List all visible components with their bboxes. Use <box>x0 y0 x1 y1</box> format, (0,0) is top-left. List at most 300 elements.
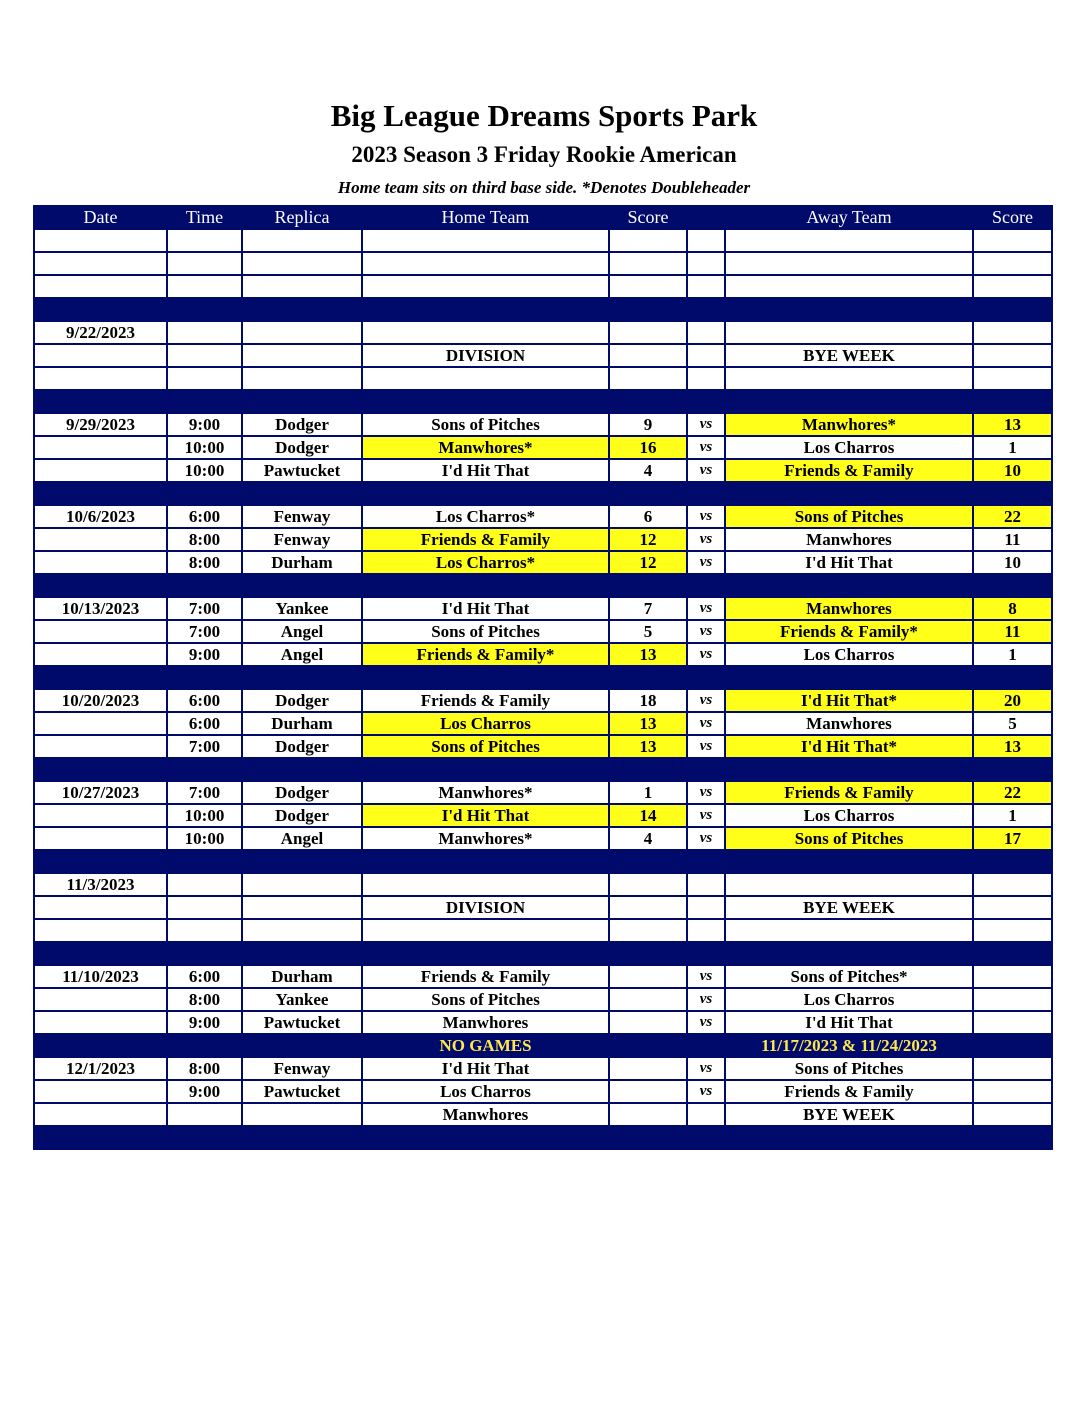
date-cell <box>34 988 167 1011</box>
vs-cell: vs <box>687 505 725 528</box>
home-team-cell: Sons of Pitches <box>362 988 609 1011</box>
time-cell: 7:00 <box>167 735 242 758</box>
time-cell <box>167 666 242 689</box>
table-row <box>34 620 1052 643</box>
vs-cell: vs <box>687 781 725 804</box>
away-team-cell <box>725 574 973 597</box>
vs-cell: vs <box>687 528 725 551</box>
away-team-cell: Manwhores <box>725 528 973 551</box>
date-cell <box>34 1103 167 1126</box>
vs-cell <box>687 850 725 873</box>
away-score-cell: 22 <box>973 781 1052 804</box>
replica-cell: Durham <box>242 551 362 574</box>
time-cell: 10:00 <box>167 804 242 827</box>
replica-cell: Dodger <box>242 804 362 827</box>
away-team-cell: Los Charros <box>725 804 973 827</box>
date-cell: 9/29/2023 <box>34 413 167 436</box>
table-row <box>34 896 1052 919</box>
replica-cell: Fenway <box>242 528 362 551</box>
page-title: Big League Dreams Sports Park <box>330 98 758 133</box>
table-row <box>34 528 1052 551</box>
date-cell: 10/20/2023 <box>34 689 167 712</box>
home-team-cell: I'd Hit That <box>362 597 609 620</box>
home-team-cell <box>362 942 609 965</box>
away-team-cell: Manwhores* <box>725 413 973 436</box>
time-cell <box>167 1103 242 1126</box>
home-team-cell: Los Charros* <box>362 551 609 574</box>
date-cell: 9/22/2023 <box>34 321 167 344</box>
time-cell <box>167 919 242 942</box>
replica-cell <box>242 390 362 413</box>
vs-cell <box>687 919 725 942</box>
replica-cell <box>242 919 362 942</box>
home-score-cell: 4 <box>609 827 687 850</box>
home-score-cell <box>609 666 687 689</box>
home-score-cell: 1 <box>609 781 687 804</box>
vs-cell: vs <box>687 735 725 758</box>
home-team-cell: I'd Hit That <box>362 459 609 482</box>
away-team-cell: Los Charros <box>725 988 973 1011</box>
time-cell: 9:00 <box>167 413 242 436</box>
home-team-cell <box>362 574 609 597</box>
replica-cell: Angel <box>242 643 362 666</box>
replica-cell <box>242 321 362 344</box>
away-score-cell <box>973 850 1052 873</box>
date-cell <box>34 896 167 919</box>
time-cell <box>167 758 242 781</box>
separator-row <box>34 850 1052 873</box>
time-cell <box>167 344 242 367</box>
page-note: Home team sits on third base side. *Denotes Doubleheader <box>337 178 751 197</box>
away-team-cell <box>725 482 973 505</box>
away-score-cell: 22 <box>973 505 1052 528</box>
time-cell: 6:00 <box>167 965 242 988</box>
table-row <box>34 689 1052 712</box>
column-header-away-team: Away Team <box>725 206 973 229</box>
vs-cell: vs <box>687 712 725 735</box>
blank-row <box>34 275 1052 298</box>
blank-row <box>34 229 1052 252</box>
table-row <box>34 735 1052 758</box>
away-score-cell: 1 <box>973 436 1052 459</box>
blank-row <box>34 252 1052 275</box>
date-cell <box>34 712 167 735</box>
table-row <box>34 1057 1052 1080</box>
home-score-cell <box>609 850 687 873</box>
home-score-cell: 13 <box>609 643 687 666</box>
time-cell: 7:00 <box>167 620 242 643</box>
home-score-cell <box>609 1057 687 1080</box>
vs-cell: vs <box>687 1080 725 1103</box>
time-cell <box>167 298 242 321</box>
date-cell: 11/10/2023 <box>34 965 167 988</box>
table-row <box>34 413 1052 436</box>
away-team-cell <box>725 252 973 275</box>
time-cell <box>167 1126 242 1149</box>
vs-cell: vs <box>687 1057 725 1080</box>
date-cell <box>34 482 167 505</box>
away-team-cell: Los Charros <box>725 643 973 666</box>
home-team-cell: Friends & Family <box>362 689 609 712</box>
table-row <box>34 1011 1052 1034</box>
vs-cell: vs <box>687 804 725 827</box>
date-cell <box>34 942 167 965</box>
table-row <box>34 988 1052 1011</box>
vs-cell: vs <box>687 1011 725 1034</box>
column-header-home-score: Score <box>609 206 687 229</box>
replica-cell: Dodger <box>242 781 362 804</box>
home-score-cell: 7 <box>609 597 687 620</box>
separator-row <box>34 1034 1052 1057</box>
away-score-cell <box>973 321 1052 344</box>
table-row <box>34 551 1052 574</box>
away-score-cell: 1 <box>973 643 1052 666</box>
home-score-cell <box>609 1080 687 1103</box>
time-cell <box>167 574 242 597</box>
date-cell <box>34 804 167 827</box>
away-score-cell <box>973 298 1052 321</box>
replica-cell: Durham <box>242 712 362 735</box>
home-score-cell <box>609 390 687 413</box>
time-cell <box>167 367 242 390</box>
schedule-body <box>34 229 1052 1149</box>
date-cell <box>34 1011 167 1034</box>
home-team-cell: Friends & Family <box>362 528 609 551</box>
away-team-cell: 11/17/2023 & 11/24/2023 <box>725 1034 973 1057</box>
time-cell <box>167 229 242 252</box>
home-team-cell: Los Charros <box>362 712 609 735</box>
home-team-cell: Los Charros* <box>362 505 609 528</box>
home-team-cell <box>362 390 609 413</box>
home-score-cell: 12 <box>609 528 687 551</box>
away-score-cell <box>973 252 1052 275</box>
replica-cell <box>242 482 362 505</box>
separator-row <box>34 390 1052 413</box>
date-cell <box>34 1080 167 1103</box>
away-score-cell <box>973 574 1052 597</box>
date-cell: 10/27/2023 <box>34 781 167 804</box>
time-cell: 9:00 <box>167 643 242 666</box>
replica-cell: Yankee <box>242 988 362 1011</box>
replica-cell <box>242 574 362 597</box>
replica-cell <box>242 1034 362 1057</box>
away-score-cell <box>973 1126 1052 1149</box>
away-score-cell <box>973 1011 1052 1034</box>
away-score-cell: 10 <box>973 459 1052 482</box>
home-team-cell: Sons of Pitches <box>362 620 609 643</box>
vs-cell: vs <box>687 597 725 620</box>
vs-cell <box>687 1126 725 1149</box>
time-cell <box>167 896 242 919</box>
away-team-cell <box>725 758 973 781</box>
vs-cell <box>687 896 725 919</box>
home-team-cell: Sons of Pitches <box>362 735 609 758</box>
time-cell <box>167 321 242 344</box>
time-cell: 6:00 <box>167 505 242 528</box>
away-score-cell: 5 <box>973 712 1052 735</box>
home-score-cell: 4 <box>609 459 687 482</box>
vs-cell <box>687 298 725 321</box>
home-score-cell <box>609 344 687 367</box>
date-cell <box>34 919 167 942</box>
away-team-cell <box>725 666 973 689</box>
replica-cell <box>242 666 362 689</box>
date-cell <box>34 252 167 275</box>
away-team-cell <box>725 298 973 321</box>
date-cell <box>34 436 167 459</box>
table-row <box>34 321 1052 344</box>
time-cell: 8:00 <box>167 528 242 551</box>
home-team-cell: Friends & Family* <box>362 643 609 666</box>
home-score-cell <box>609 919 687 942</box>
vs-cell <box>687 367 725 390</box>
time-cell <box>167 482 242 505</box>
replica-cell <box>242 298 362 321</box>
away-score-cell: 13 <box>973 735 1052 758</box>
away-team-cell: I'd Hit That <box>725 551 973 574</box>
away-team-cell: Friends & Family <box>725 781 973 804</box>
date-cell <box>34 574 167 597</box>
time-cell: 7:00 <box>167 781 242 804</box>
table-row <box>34 597 1052 620</box>
home-team-cell: I'd Hit That <box>362 804 609 827</box>
away-score-cell: 1 <box>973 804 1052 827</box>
time-cell: 8:00 <box>167 1057 242 1080</box>
home-team-cell: Manwhores* <box>362 781 609 804</box>
replica-cell <box>242 275 362 298</box>
separator-row <box>34 298 1052 321</box>
away-score-cell: 10 <box>973 551 1052 574</box>
date-cell <box>34 459 167 482</box>
column-header-away-score: Score <box>973 206 1052 229</box>
table-row <box>34 1080 1052 1103</box>
home-score-cell <box>609 275 687 298</box>
home-team-cell <box>362 298 609 321</box>
home-team-cell: Manwhores <box>362 1103 609 1126</box>
home-score-cell <box>609 229 687 252</box>
home-score-cell <box>609 965 687 988</box>
table-row <box>34 804 1052 827</box>
home-team-cell: DIVISION <box>362 344 609 367</box>
vs-cell: vs <box>687 965 725 988</box>
away-score-cell <box>973 1080 1052 1103</box>
replica-cell: Angel <box>242 827 362 850</box>
home-team-cell: I'd Hit That <box>362 1057 609 1080</box>
time-cell <box>167 942 242 965</box>
time-cell: 7:00 <box>167 597 242 620</box>
vs-cell: vs <box>687 827 725 850</box>
vs-cell <box>687 344 725 367</box>
away-team-cell <box>725 850 973 873</box>
replica-cell: Pawtucket <box>242 459 362 482</box>
date-cell <box>34 229 167 252</box>
header-row <box>34 206 1052 229</box>
away-score-cell <box>973 1057 1052 1080</box>
page-subtitle: 2023 Season 3 Friday Rookie American <box>351 142 737 167</box>
table-row <box>34 965 1052 988</box>
home-team-cell <box>362 275 609 298</box>
replica-cell: Angel <box>242 620 362 643</box>
separator-row <box>34 666 1052 689</box>
date-cell: 10/13/2023 <box>34 597 167 620</box>
away-team-cell: Sons of Pitches <box>725 827 973 850</box>
replica-cell <box>242 252 362 275</box>
away-score-cell <box>973 965 1052 988</box>
home-score-cell <box>609 1126 687 1149</box>
separator-row <box>34 574 1052 597</box>
away-team-cell: I'd Hit That* <box>725 689 973 712</box>
time-cell: 9:00 <box>167 1011 242 1034</box>
date-cell <box>34 735 167 758</box>
away-team-cell <box>725 390 973 413</box>
date-cell <box>34 1034 167 1057</box>
date-cell: 12/1/2023 <box>34 1057 167 1080</box>
vs-cell: vs <box>687 459 725 482</box>
away-score-cell <box>973 896 1052 919</box>
away-score-cell: 8 <box>973 597 1052 620</box>
vs-cell: vs <box>687 413 725 436</box>
table-row <box>34 436 1052 459</box>
time-cell <box>167 850 242 873</box>
away-team-cell <box>725 275 973 298</box>
date-cell <box>34 827 167 850</box>
home-score-cell <box>609 873 687 896</box>
vs-cell <box>687 482 725 505</box>
away-score-cell <box>973 390 1052 413</box>
home-team-cell <box>362 367 609 390</box>
away-score-cell <box>973 482 1052 505</box>
away-team-cell: I'd Hit That* <box>725 735 973 758</box>
date-cell <box>34 390 167 413</box>
home-score-cell: 13 <box>609 735 687 758</box>
away-score-cell <box>973 275 1052 298</box>
replica-cell <box>242 896 362 919</box>
time-cell <box>167 873 242 896</box>
date-cell <box>34 758 167 781</box>
vs-cell <box>687 574 725 597</box>
away-score-cell <box>973 367 1052 390</box>
time-cell: 6:00 <box>167 712 242 735</box>
away-team-cell: BYE WEEK <box>725 896 973 919</box>
home-team-cell <box>362 850 609 873</box>
time-cell: 9:00 <box>167 1080 242 1103</box>
home-score-cell <box>609 942 687 965</box>
vs-cell <box>687 873 725 896</box>
away-team-cell: Sons of Pitches <box>725 505 973 528</box>
replica-cell <box>242 1126 362 1149</box>
away-score-cell <box>973 1034 1052 1057</box>
time-cell: 10:00 <box>167 459 242 482</box>
home-team-cell: Manwhores <box>362 1011 609 1034</box>
away-score-cell <box>973 942 1052 965</box>
replica-cell <box>242 367 362 390</box>
separator-row <box>34 758 1052 781</box>
home-score-cell: 6 <box>609 505 687 528</box>
time-cell <box>167 390 242 413</box>
column-header-home-team: Home Team <box>362 206 609 229</box>
home-score-cell <box>609 758 687 781</box>
home-score-cell <box>609 1103 687 1126</box>
away-team-cell: Manwhores <box>725 712 973 735</box>
replica-cell: Dodger <box>242 689 362 712</box>
replica-cell: Pawtucket <box>242 1011 362 1034</box>
home-score-cell <box>609 482 687 505</box>
away-score-cell <box>973 758 1052 781</box>
vs-cell <box>687 1034 725 1057</box>
vs-cell: vs <box>687 551 725 574</box>
vs-cell <box>687 321 725 344</box>
vs-cell <box>687 1103 725 1126</box>
date-cell <box>34 850 167 873</box>
away-team-cell <box>725 229 973 252</box>
home-score-cell <box>609 298 687 321</box>
home-team-cell <box>362 666 609 689</box>
home-score-cell: 16 <box>609 436 687 459</box>
table-row <box>34 344 1052 367</box>
home-score-cell: 9 <box>609 413 687 436</box>
away-team-cell <box>725 942 973 965</box>
away-team-cell: Friends & Family <box>725 1080 973 1103</box>
vs-cell: vs <box>687 436 725 459</box>
away-team-cell: BYE WEEK <box>725 344 973 367</box>
vs-cell: vs <box>687 620 725 643</box>
home-team-cell <box>362 229 609 252</box>
time-cell <box>167 1034 242 1057</box>
home-score-cell <box>609 367 687 390</box>
home-team-cell: NO GAMES <box>362 1034 609 1057</box>
home-team-cell <box>362 482 609 505</box>
away-score-cell <box>973 229 1052 252</box>
replica-cell: Dodger <box>242 735 362 758</box>
replica-cell <box>242 758 362 781</box>
away-team-cell: Sons of Pitches <box>725 1057 973 1080</box>
replica-cell <box>242 344 362 367</box>
date-cell <box>34 367 167 390</box>
home-team-cell: Manwhores* <box>362 436 609 459</box>
home-team-cell <box>362 252 609 275</box>
date-cell <box>34 298 167 321</box>
away-team-cell: Manwhores <box>725 597 973 620</box>
replica-cell: Dodger <box>242 436 362 459</box>
vs-cell <box>687 666 725 689</box>
home-team-cell: DIVISION <box>362 896 609 919</box>
replica-cell <box>242 1103 362 1126</box>
table-row <box>34 643 1052 666</box>
home-score-cell: 5 <box>609 620 687 643</box>
away-team-cell <box>725 1126 973 1149</box>
time-cell: 8:00 <box>167 988 242 1011</box>
vs-cell: vs <box>687 988 725 1011</box>
home-team-cell <box>362 758 609 781</box>
away-team-cell: Friends & Family* <box>725 620 973 643</box>
date-cell <box>34 528 167 551</box>
date-cell <box>34 643 167 666</box>
home-team-cell: Sons of Pitches <box>362 413 609 436</box>
away-team-cell <box>725 873 973 896</box>
date-cell <box>34 1126 167 1149</box>
away-team-cell: I'd Hit That <box>725 1011 973 1034</box>
table-row <box>34 827 1052 850</box>
replica-cell: Pawtucket <box>242 1080 362 1103</box>
away-team-cell: BYE WEEK <box>725 1103 973 1126</box>
replica-cell: Yankee <box>242 597 362 620</box>
vs-cell <box>687 229 725 252</box>
away-score-cell <box>973 344 1052 367</box>
away-score-cell: 11 <box>973 620 1052 643</box>
vs-cell <box>687 390 725 413</box>
time-cell: 8:00 <box>167 551 242 574</box>
home-score-cell <box>609 321 687 344</box>
